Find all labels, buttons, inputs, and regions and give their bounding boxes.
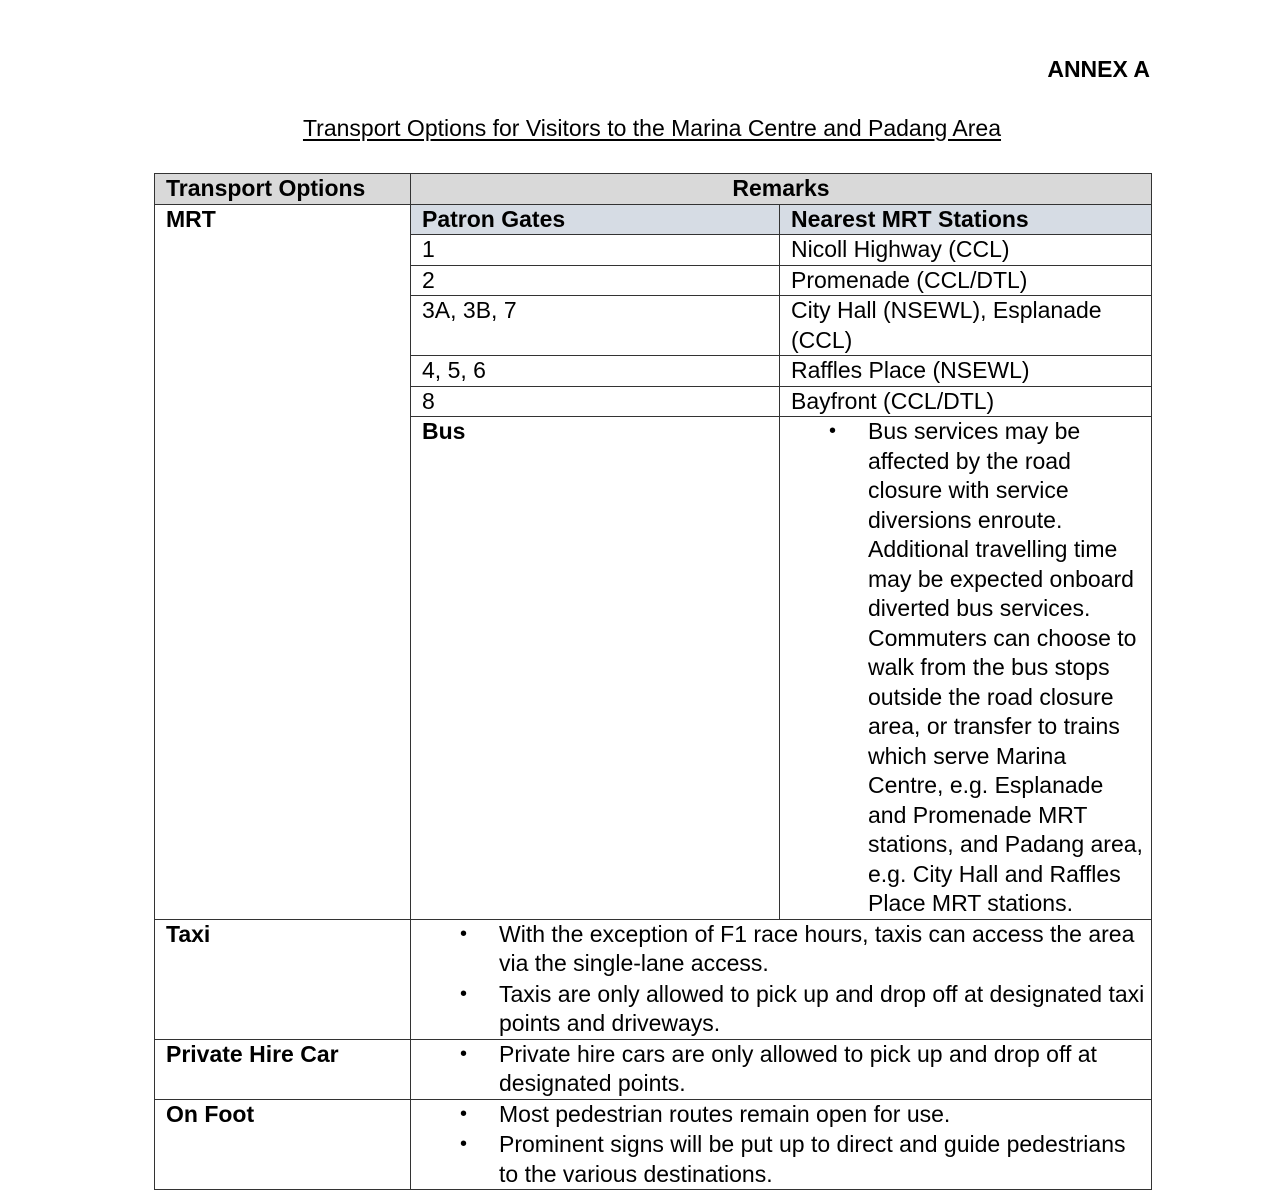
subheader-nearest-stations: Nearest MRT Stations [780,204,1152,235]
patron-gates-cell: 3A, 3B, 7 [411,296,780,356]
station-cell: Bayfront (CCL/DTL) [780,386,1152,417]
table-header-row [155,174,1152,205]
header-remarks: Remarks [411,174,1152,205]
bullet-item: • Private hire cars are only allowed to pick up and drop off at designated points. [499,1040,1145,1099]
station-cell: Nicoll Highway (CCL) [780,235,1152,266]
bullet-item: • Bus services may be affected by the road closure with service diversions enroute. Additional travelling time may be expected onboard diverted bus services. Commuters can choose to walk from the bus stops outside the road closure area, or transfer to trains which serve Marina Centre, e.g. Esplanade and Promenade MRT stations, and Padang area, e.g. City Hall and Raffles Place MRT stations. [868,417,1145,919]
private-hire-car-row [155,1039,1152,1099]
patron-gates-cell: 8 [411,386,780,417]
bullet-item: • With the exception of F1 race hours, taxis can access the area via the single-lane access. [499,920,1145,979]
bullet-item: • Prominent signs will be put up to direct and guide pedestrians to the various destinations. [499,1130,1145,1189]
on-foot-row [155,1099,1152,1190]
document-title: Transport Options for Visitors to the Marina Centre and Padang Area [302,115,1002,141]
patron-gates-cell: 4, 5, 6 [411,356,780,387]
annex-label: ANNEX A [1047,56,1150,82]
station-cell: Promenade (CCL/DTL) [780,265,1152,296]
patron-gates-cell: 1 [411,235,780,266]
option-private-hire-car: Private Hire Car [155,1039,411,1099]
option-bus: Bus [411,417,780,920]
option-mrt: MRT [155,204,411,919]
header-transport-options: Transport Options [155,174,411,205]
station-cell: Raffles Place (NSEWL) [780,356,1152,387]
station-cell: City Hall (NSEWL), Esplanade (CCL) [780,296,1152,356]
bullet-item: • Taxis are only allowed to pick up and drop off at designated taxi points and driveways. [499,980,1145,1039]
taxi-remarks [411,919,1152,1039]
option-taxi: Taxi [155,919,411,1039]
taxi-row [155,919,1152,1039]
patron-gates-cell: 2 [411,265,780,296]
subheader-patron-gates: Patron Gates [411,204,780,235]
option-on-foot: On Foot [155,1099,411,1190]
bus-remarks [780,417,1152,920]
on-foot-remarks [411,1099,1152,1190]
mrt-subheader-row [155,204,1152,235]
private-hire-car-remarks [411,1039,1152,1099]
bullet-item: • Most pedestrian routes remain open for use. [499,1100,1145,1130]
transport-options-table [154,173,1152,1190]
